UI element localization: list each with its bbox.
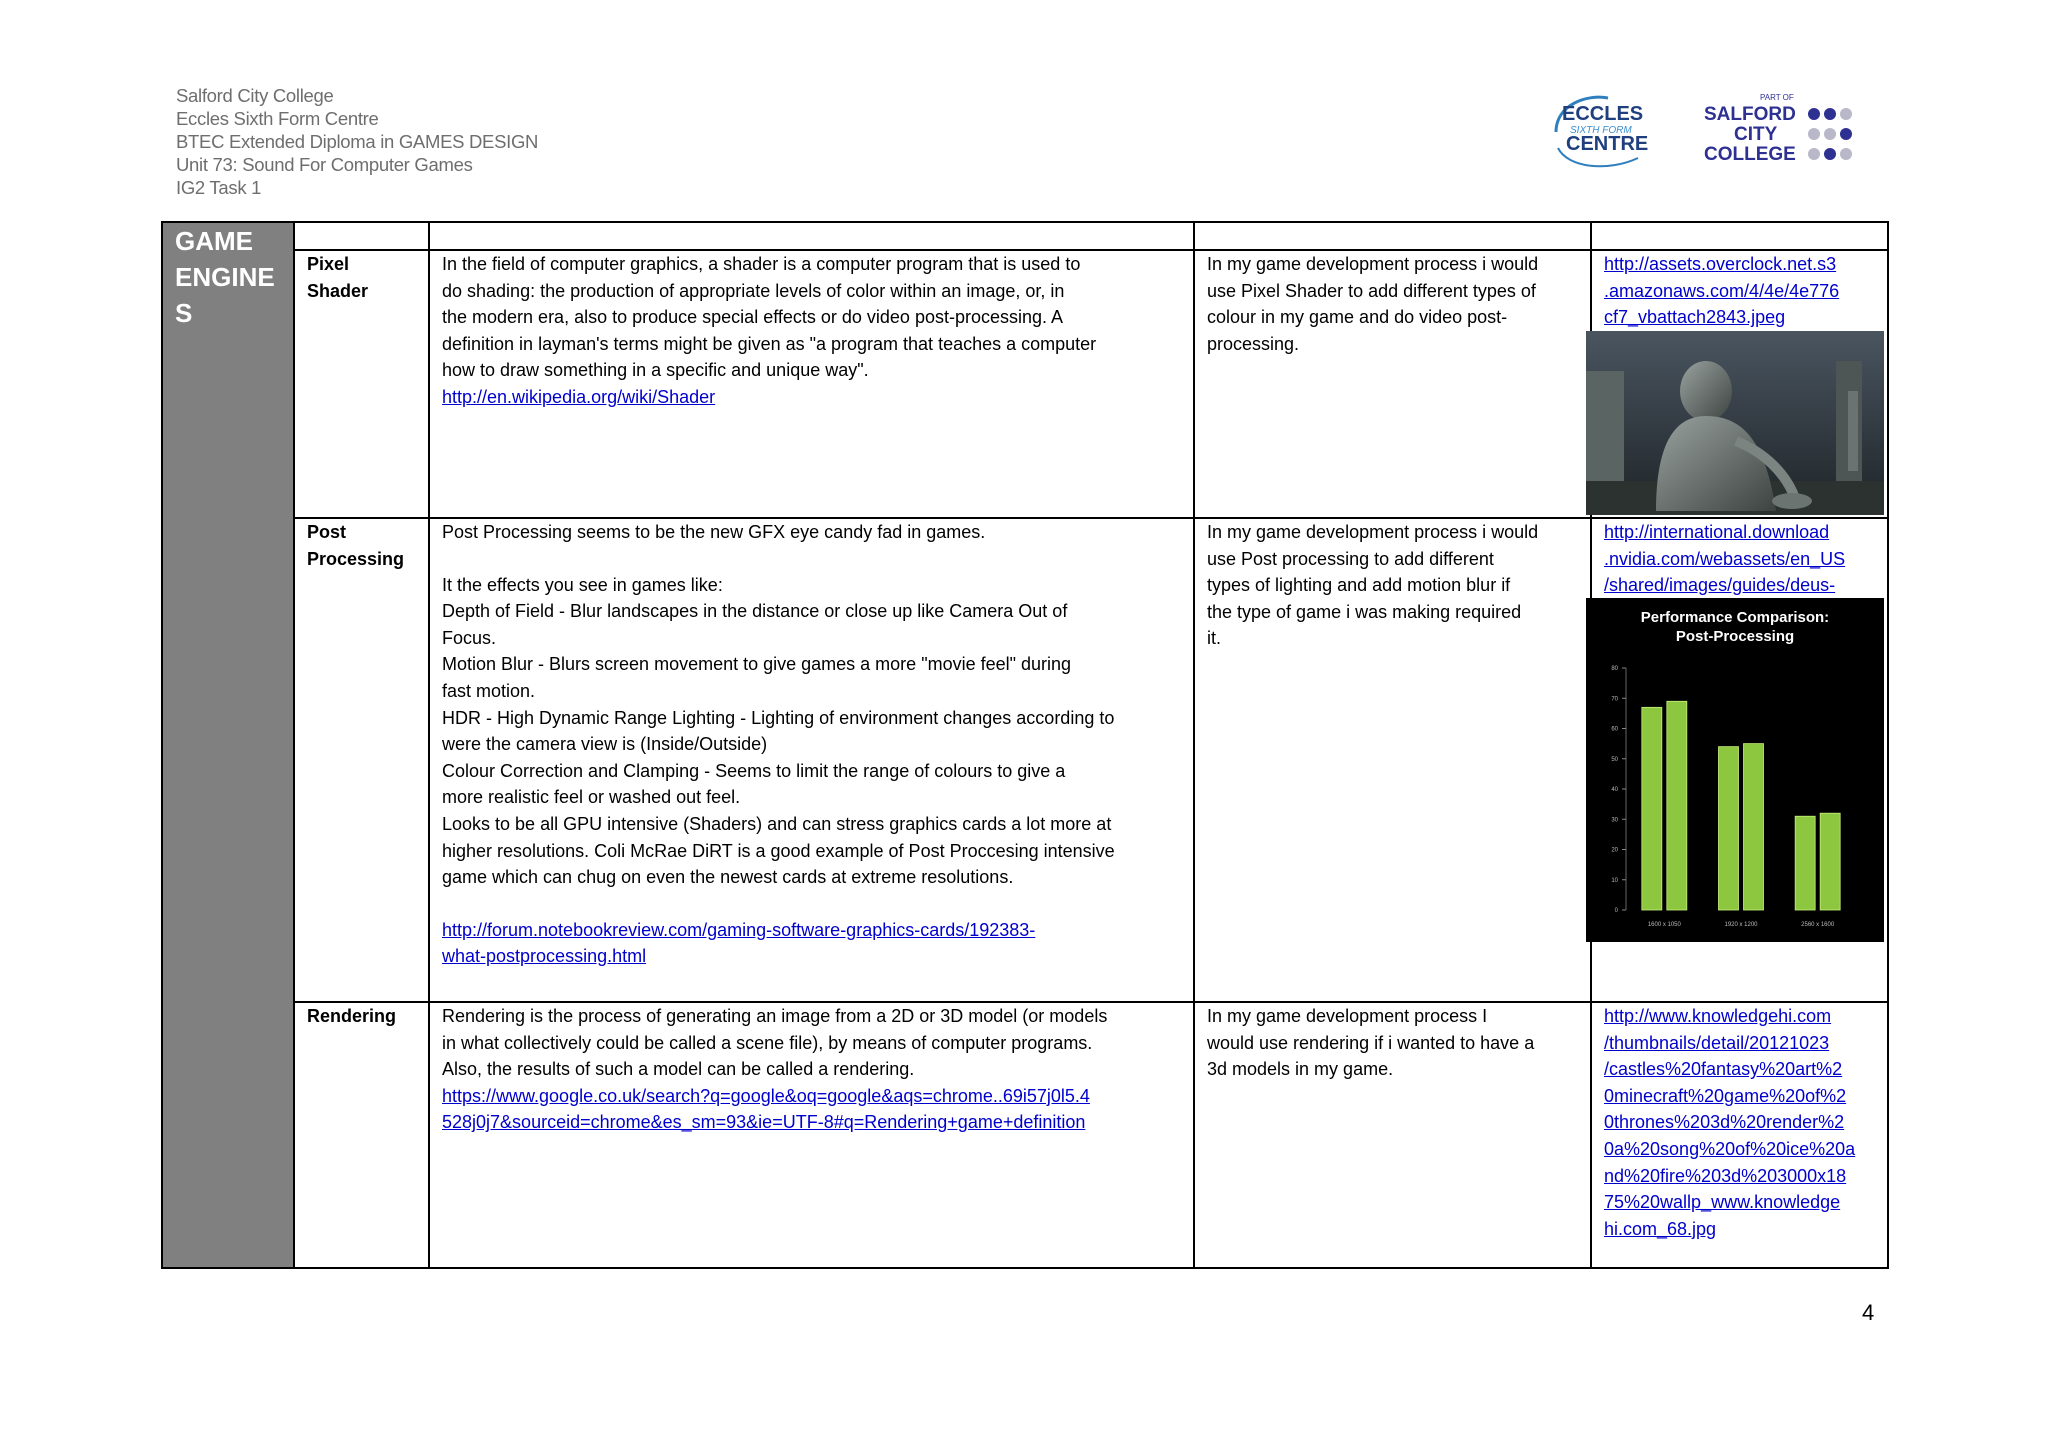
link-line: .amazonaws.com/4/4e/4e776 [1604, 280, 1840, 301]
description-line: definition in layman's terms might be given as "a program that teaches a computer [442, 333, 1097, 354]
source-link[interactable] [442, 1083, 1181, 1136]
category-line: ENGINE [175, 262, 275, 292]
link-line: 0thrones%203d%20render%2 [1604, 1112, 1845, 1133]
use-line: 3d models in my game. [1207, 1059, 1394, 1080]
description-line: Motion Blur - Blurs screen movement to give games a more "movie feel" during [442, 654, 1072, 675]
eccles-logo-text-2: SIXTH FORM [1570, 125, 1632, 136]
use-line: colour in my game and do video post- [1207, 307, 1508, 328]
page-number: 4 [1862, 1300, 1875, 1325]
use-line: In my game development process I [1207, 1006, 1488, 1026]
header-line-college: Salford City College [176, 85, 334, 106]
use-line: In my game development process i would [1207, 522, 1539, 542]
chart-y-tick-label: 50 [1611, 756, 1618, 763]
chart-bar [1744, 744, 1764, 910]
chart-y-tick-label: 0 [1614, 908, 1618, 914]
link-line: hi.com_68.jpg [1604, 1218, 1717, 1239]
description-cell [429, 1002, 1194, 1268]
description-line: higher resolutions. Coli McRae DiRT is a good example of Post Proccesing intensive [442, 840, 1115, 861]
chart-bar [1642, 707, 1662, 910]
header-cell [429, 222, 1194, 250]
salford-logo-text-1: SALFORD [1704, 104, 1796, 125]
header-cell [294, 222, 429, 250]
description-cell [429, 518, 1194, 1002]
description-line: in what collectively could be called a scene file), by means of computer programs. [442, 1032, 1093, 1053]
description-blank-line [442, 546, 1181, 572]
header-line-course: BTEC Extended Diploma in GAMES DESIGN [176, 131, 539, 152]
source-link[interactable]: http://en.wikipedia.org/wiki/Shader [442, 386, 716, 407]
image-reference-link[interactable] [1604, 519, 1875, 599]
link-line: .nvidia.com/webassets/en_US [1604, 548, 1846, 569]
description-line: how to draw something in a specific and unique way". [442, 360, 869, 381]
link-line: /shared/images/guides/deus- [1604, 575, 1836, 596]
description-line: more realistic feel or washed out feel. [442, 787, 741, 808]
chart-y-tick-label: 70 [1611, 696, 1618, 703]
topic-label: Pixel [307, 254, 350, 274]
use-cell [1194, 1002, 1591, 1268]
link-line: what-postprocessing.html [442, 946, 647, 967]
salford-logo-part-of: PART OF [1760, 93, 1794, 102]
header-line-unit: Unit 73: Sound For Computer Games [176, 154, 473, 175]
topic-label: Shader [307, 280, 369, 301]
salford-city-college-logo [1700, 90, 1860, 170]
salford-logo-text-2: CITY [1734, 124, 1778, 145]
header-cell [1194, 222, 1591, 250]
chart-category-label: 1600 x 1050 [1647, 922, 1681, 928]
chart-bar [1667, 701, 1687, 910]
description-cell [429, 250, 1194, 518]
description-line: It the effects you see in games like: [442, 574, 723, 595]
link-line: /thumbnails/detail/20121023 [1604, 1032, 1830, 1053]
link-line: 528j0j7&sourceid=chrome&es_sm=93&ie=UTF-8#q=Rendering+game+definition [442, 1112, 1086, 1133]
chart-category-label: 1920 x 1200 [1724, 922, 1758, 928]
link-line: 0minecraft%20game%20of%2 [1604, 1085, 1847, 1106]
chart-y-tick-label: 80 [1611, 666, 1618, 672]
use-line: processing. [1207, 333, 1300, 354]
use-line: it. [1207, 628, 1222, 649]
link-line: cf7_vbattach2843.jpeg [1604, 307, 1786, 328]
description-line: fast motion. [442, 680, 536, 701]
description-line: HDR - High Dynamic Range Lighting - Lighting of environment changes according to [442, 707, 1115, 728]
header-cell [1591, 222, 1888, 250]
chart-y-tick-label: 30 [1611, 817, 1618, 824]
description-line: Rendering is the process of generating an image from a 2D or 3D model (or models [442, 1006, 1108, 1026]
topic-cell [294, 250, 429, 518]
link-line: https://www.google.co.uk/search?q=google&oq=google&aqs=chrome..69i57j0l5.4 [442, 1085, 1090, 1106]
topic-label: Post [307, 522, 347, 542]
chart-bar [1795, 816, 1815, 910]
description-line: were the camera view is (Inside/Outside) [442, 734, 768, 755]
chart-y-tick-label: 60 [1611, 726, 1618, 733]
eccles-centre-logo [1548, 92, 1658, 172]
topic-cell [294, 518, 429, 1002]
use-line: use Pixel Shader to add different types of [1207, 280, 1536, 301]
image-reference-link[interactable] [1604, 251, 1875, 331]
link-line: 0a%20song%20of%20ice%20a [1604, 1138, 1856, 1159]
post-processing-performance-chart [1586, 598, 1884, 942]
link-line: nd%20fire%203d%203000x18 [1604, 1165, 1847, 1186]
description-line: Focus. [442, 627, 497, 648]
link-line: http://forum.notebookreview.com/gaming-software-graphics-cards/192383- [442, 919, 1036, 940]
table-row-rendering [162, 1002, 1888, 1268]
description-line: game which can chug on even the newest cards at extreme resolutions. [442, 867, 1014, 888]
description-line: Looks to be all GPU intensive (Shaders) and can stress graphics cards a lot more at [442, 813, 1112, 834]
eccles-logo-text-3: CENTRE [1566, 133, 1649, 155]
topic-label: Processing [307, 548, 405, 569]
link-line: http://www.knowledgehi.com [1604, 1006, 1832, 1026]
chart-title-line-2: Post-Processing [1675, 628, 1795, 645]
use-line: would use rendering if i wanted to have a [1207, 1032, 1535, 1053]
description-line: do shading: the production of appropriate levels of color within an image, or, in [442, 280, 1065, 301]
pixel-shader-example-image [1586, 331, 1884, 515]
chart-y-tick-label: 10 [1611, 877, 1618, 884]
description-line: Also, the results of such a model can be called a rendering. [442, 1059, 915, 1080]
source-link[interactable] [442, 917, 1181, 970]
description-line: the modern era, also to produce special effects or do video post-processing. A [442, 307, 1064, 328]
use-line: In my game development process i would [1207, 254, 1539, 274]
description-blank-line [442, 891, 1181, 917]
link-line: http://assets.overclock.net.s3 [1604, 254, 1837, 274]
link-line: http://international.download [1604, 522, 1830, 542]
chart-bar [1820, 813, 1840, 910]
chart-bar [1719, 747, 1739, 910]
topic-cell [294, 1002, 429, 1268]
chart-y-tick-label: 20 [1611, 847, 1618, 854]
image-reference-link[interactable] [1604, 1003, 1875, 1242]
salford-logo-text-3: COLLEGE [1704, 144, 1796, 165]
use-line: types of lighting and add motion blur if [1207, 575, 1511, 596]
eccles-logo-text-1: ECCLES [1562, 103, 1644, 125]
description-line: Depth of Field - Blur landscapes in the distance or close up like Camera Out of [442, 601, 1068, 622]
chart-category-label: 2560 x 1600 [1801, 922, 1835, 928]
link-line: 75%20wallp_www.knowledge [1604, 1192, 1841, 1213]
chart-title-line-1: Performance Comparison: [1640, 609, 1830, 626]
header-line-task: IG2 Task 1 [176, 177, 262, 198]
category-line: S [175, 298, 193, 328]
use-cell [1194, 518, 1591, 1002]
link-line: /castles%20fantasy%20art%2 [1604, 1059, 1843, 1080]
topic-label: Rendering [307, 1006, 397, 1026]
chart-y-tick-label: 40 [1611, 787, 1618, 793]
category-line: GAME [175, 226, 253, 256]
category-cell [162, 222, 294, 1268]
header-line-centre: Eccles Sixth Form Centre [176, 108, 379, 129]
description-line: Colour Correction and Clamping - Seems to limit the range of colours to give a [442, 760, 1066, 781]
use-cell [1194, 250, 1591, 518]
reference-cell [1591, 1002, 1888, 1268]
use-line: use Post processing to add different [1207, 548, 1494, 569]
description-line: In the field of computer graphics, a shader is a computer program that is used to [442, 254, 1081, 274]
document-header [176, 84, 538, 199]
use-line: the type of game i was making required [1207, 601, 1522, 622]
description-line: Post Processing seems to be the new GFX eye candy fad in games. [442, 522, 986, 542]
table-header-row [162, 222, 1888, 250]
